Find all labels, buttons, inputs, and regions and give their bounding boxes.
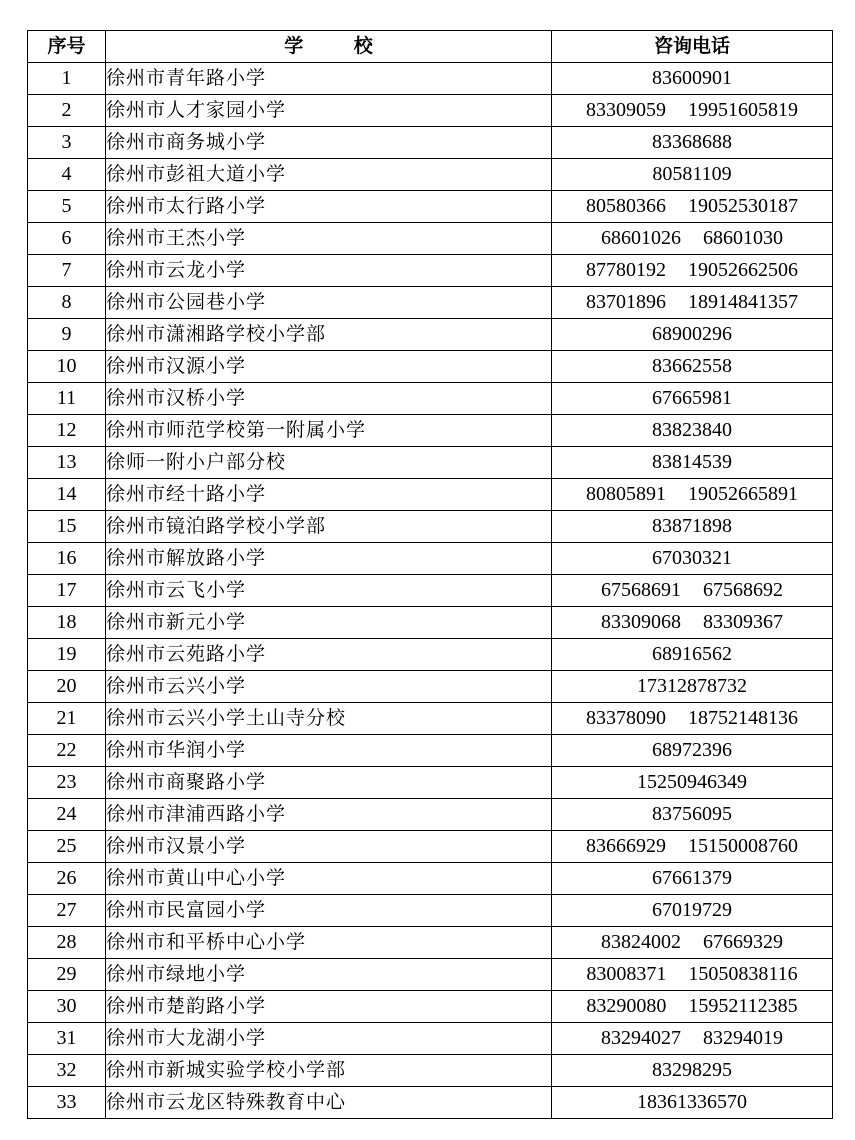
phone-number: 83701896: [586, 291, 666, 313]
table-row: [28, 991, 833, 1023]
table-row: [28, 927, 833, 959]
table-row: [28, 799, 833, 831]
school-name: 徐州市云兴小学: [106, 671, 552, 703]
school-name: 徐州市汉源小学: [106, 351, 552, 383]
row-number: 9: [28, 319, 106, 351]
table-row: [28, 191, 833, 223]
row-number: 21: [28, 703, 106, 735]
school-name: 徐州市楚韵路小学: [106, 991, 552, 1023]
phone-cell: [552, 1055, 833, 1087]
phone-number: 87780192: [586, 259, 666, 281]
row-number: 5: [28, 191, 106, 223]
row-number: 23: [28, 767, 106, 799]
table-row: [28, 831, 833, 863]
row-number: 13: [28, 447, 106, 479]
phone-number: 83600901: [652, 67, 732, 89]
phone-cell: [552, 447, 833, 479]
table-row: [28, 415, 833, 447]
school-name: 徐州市公园巷小学: [106, 287, 552, 319]
phone-number: 80581109: [652, 163, 732, 185]
phone-number: 15250946349: [637, 771, 747, 793]
table-row: [28, 511, 833, 543]
table-row: [28, 319, 833, 351]
table-row: [28, 1087, 833, 1119]
phone-number: 19052662506: [688, 259, 798, 281]
phone-number: 83368688: [652, 131, 732, 153]
phone-number: 80580366: [586, 195, 666, 217]
school-name: 徐师一附小户部分校: [106, 447, 552, 479]
phone-number: 83309367: [703, 611, 783, 633]
table-row: [28, 351, 833, 383]
phone-number: 15952112385: [688, 995, 798, 1017]
table-row: [28, 863, 833, 895]
phone-number: 68900296: [652, 323, 732, 345]
table-row: [28, 255, 833, 287]
school-name: 徐州市云龙区特殊教育中心: [106, 1087, 552, 1119]
row-number: 18: [28, 607, 106, 639]
row-number: 17: [28, 575, 106, 607]
phone-number: 68601030: [703, 227, 783, 249]
phone-number: 15050838116: [688, 963, 798, 985]
table-row: [28, 95, 833, 127]
row-number: 6: [28, 223, 106, 255]
table-row: [28, 639, 833, 671]
row-number: 7: [28, 255, 106, 287]
phone-cell: [552, 255, 833, 287]
phone-cell: [552, 415, 833, 447]
phone-cell: [552, 799, 833, 831]
row-number: 1: [28, 63, 106, 95]
phone-cell: [552, 223, 833, 255]
school-name: 徐州市津浦西路小学: [106, 799, 552, 831]
school-name: 徐州市解放路小学: [106, 543, 552, 575]
phone-number: 80805891: [586, 483, 666, 505]
row-number: 32: [28, 1055, 106, 1087]
row-number: 24: [28, 799, 106, 831]
table-row: [28, 607, 833, 639]
phone-cell: [552, 351, 833, 383]
row-number: 11: [28, 383, 106, 415]
school-name: 徐州市云苑路小学: [106, 639, 552, 671]
table-row: [28, 895, 833, 927]
phone-cell: [552, 639, 833, 671]
phone-cell: [552, 287, 833, 319]
phone-cell: [552, 127, 833, 159]
phone-cell: [552, 383, 833, 415]
table-row: [28, 383, 833, 415]
phone-number: 83756095: [652, 803, 732, 825]
phone-cell: [552, 895, 833, 927]
school-name: 徐州市新城实验学校小学部: [106, 1055, 552, 1087]
school-name: 徐州市云龙小学: [106, 255, 552, 287]
phone-cell: [552, 63, 833, 95]
phone-number: 83871898: [652, 515, 732, 537]
table-row: [28, 703, 833, 735]
school-name: 徐州市镜泊路学校小学部: [106, 511, 552, 543]
phone-cell: [552, 927, 833, 959]
row-number: 3: [28, 127, 106, 159]
phone-cell: [552, 543, 833, 575]
phone-cell: [552, 671, 833, 703]
phone-cell: [552, 1023, 833, 1055]
phone-number: 67030321: [652, 547, 732, 569]
phone-number: 83814539: [652, 451, 732, 473]
row-number: 2: [28, 95, 106, 127]
school-name: 徐州市人才家园小学: [106, 95, 552, 127]
school-name: 徐州市新元小学: [106, 607, 552, 639]
table-row: [28, 223, 833, 255]
row-number: 22: [28, 735, 106, 767]
phone-number: 83823840: [652, 419, 732, 441]
school-name: 徐州市王杰小学: [106, 223, 552, 255]
column-header-no: 序号: [28, 31, 106, 63]
row-number: 15: [28, 511, 106, 543]
phone-number: 83378090: [586, 707, 666, 729]
row-number: 19: [28, 639, 106, 671]
phone-cell: [552, 191, 833, 223]
table-row: [28, 63, 833, 95]
phone-number: 67669329: [703, 931, 783, 953]
phone-number: 83008371: [586, 963, 667, 985]
table-row: [28, 767, 833, 799]
table-row: [28, 159, 833, 191]
phone-number: 67568692: [703, 579, 783, 601]
row-number: 25: [28, 831, 106, 863]
phone-cell: [552, 831, 833, 863]
phone-cell: [552, 479, 833, 511]
row-number: 26: [28, 863, 106, 895]
column-header-school-label: 学 校: [284, 35, 395, 57]
table-body: [28, 63, 833, 1119]
phone-number: 68916562: [652, 643, 732, 665]
school-name: 徐州市华润小学: [106, 735, 552, 767]
phone-number: 68972396: [652, 739, 732, 761]
school-name: 徐州市经十路小学: [106, 479, 552, 511]
phone-number: 18361336570: [637, 1091, 747, 1113]
phone-number: 67568691: [601, 579, 681, 601]
phone-number: 67665981: [652, 387, 732, 409]
school-name: 徐州市黄山中心小学: [106, 863, 552, 895]
phone-cell: [552, 319, 833, 351]
school-name: 徐州市和平桥中心小学: [106, 927, 552, 959]
table-row: [28, 671, 833, 703]
school-name: 徐州市商聚路小学: [106, 767, 552, 799]
phone-cell: [552, 767, 833, 799]
table-row: [28, 575, 833, 607]
phone-number: 83666929: [586, 835, 666, 857]
phone-number: 83298295: [652, 1059, 732, 1081]
phone-number: 67019729: [652, 899, 732, 921]
row-number: 8: [28, 287, 106, 319]
phone-number: 67661379: [652, 867, 732, 889]
phone-number: 18914841357: [688, 291, 798, 313]
table-row: [28, 447, 833, 479]
school-name: 徐州市彭祖大道小学: [106, 159, 552, 191]
row-number: 16: [28, 543, 106, 575]
phone-number: 83309068: [601, 611, 681, 633]
school-name: 徐州市太行路小学: [106, 191, 552, 223]
phone-number: 15150008760: [688, 835, 798, 857]
row-number: 28: [28, 927, 106, 959]
phone-number: 83662558: [652, 355, 732, 377]
phone-cell: [552, 735, 833, 767]
phone-number: 68601026: [601, 227, 681, 249]
table-row: [28, 959, 833, 991]
school-name: 徐州市大龙湖小学: [106, 1023, 552, 1055]
phone-cell: [552, 511, 833, 543]
phone-number: 83309059: [586, 99, 666, 121]
phone-cell: [552, 1087, 833, 1119]
row-number: 4: [28, 159, 106, 191]
table-header-row: [28, 31, 833, 63]
table-row: [28, 735, 833, 767]
phone-number: 19052665891: [688, 483, 798, 505]
column-header-phone: 咨询电话: [552, 31, 833, 63]
school-name: 徐州市潇湘路学校小学部: [106, 319, 552, 351]
row-number: 20: [28, 671, 106, 703]
table-row: [28, 287, 833, 319]
phone-cell: [552, 159, 833, 191]
column-header-school: [106, 31, 552, 63]
row-number: 31: [28, 1023, 106, 1055]
table-row: [28, 1055, 833, 1087]
table-row: [28, 127, 833, 159]
phone-cell: [552, 575, 833, 607]
row-number: 27: [28, 895, 106, 927]
school-name: 徐州市汉景小学: [106, 831, 552, 863]
phone-cell: [552, 95, 833, 127]
school-name: 徐州市民富园小学: [106, 895, 552, 927]
school-name: 徐州市师范学校第一附属小学: [106, 415, 552, 447]
school-name: 徐州市青年路小学: [106, 63, 552, 95]
phone-number: 18752148136: [688, 707, 798, 729]
row-number: 12: [28, 415, 106, 447]
phone-number: 19951605819: [688, 99, 798, 121]
row-number: 29: [28, 959, 106, 991]
phone-number: 83294027: [601, 1027, 681, 1049]
phone-cell: [552, 863, 833, 895]
school-name: 徐州市商务城小学: [106, 127, 552, 159]
phone-cell: [552, 959, 833, 991]
phone-number: 19052530187: [688, 195, 798, 217]
phone-cell: [552, 991, 833, 1023]
table-row: [28, 1023, 833, 1055]
phone-number: 83294019: [703, 1027, 783, 1049]
row-number: 10: [28, 351, 106, 383]
phone-number: 17312878732: [637, 675, 747, 697]
row-number: 30: [28, 991, 106, 1023]
phone-cell: [552, 607, 833, 639]
phone-number: 83824002: [601, 931, 681, 953]
phone-number: 83290080: [586, 995, 667, 1017]
phone-cell: [552, 703, 833, 735]
row-number: 33: [28, 1087, 106, 1119]
table-row: [28, 543, 833, 575]
row-number: 14: [28, 479, 106, 511]
school-name: 徐州市云兴小学土山寺分校: [106, 703, 552, 735]
school-name: 徐州市绿地小学: [106, 959, 552, 991]
school-name: 徐州市汉桥小学: [106, 383, 552, 415]
school-name: 徐州市云飞小学: [106, 575, 552, 607]
school-contact-table: [27, 30, 833, 1119]
table-row: [28, 479, 833, 511]
